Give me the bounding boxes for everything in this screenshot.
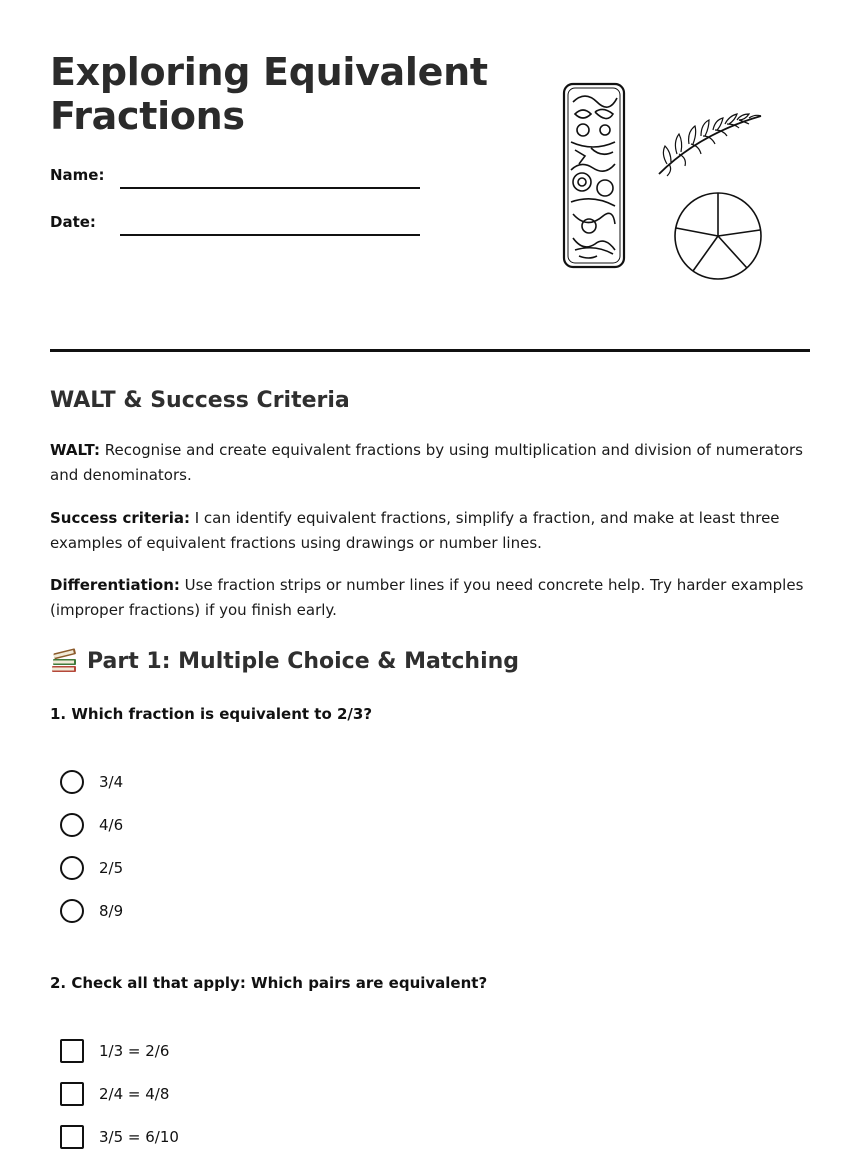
walt-label: WALT: xyxy=(50,441,100,459)
header-divider xyxy=(50,349,810,352)
radio-button[interactable] xyxy=(60,856,84,880)
walt-text: Recognise and create equivalent fractions by using multiplication and division of numerators and denominators. xyxy=(50,441,803,484)
option-label: 4/6 xyxy=(99,816,124,834)
differentiation-text: Use fraction strips or number lines if you need concrete help. Try harder examples (improper fractions) if you finish early. xyxy=(50,576,804,619)
q1-option-a[interactable] xyxy=(60,769,123,795)
option-label: 2/5 xyxy=(99,859,124,877)
question-1: 1. Which fraction is equivalent to 2/3? xyxy=(50,705,373,723)
walt-paragraph xyxy=(50,438,810,488)
part1-heading-text: Part 1: Multiple Choice & Matching xyxy=(87,648,520,674)
success-criteria-text: I can identify equivalent fractions, simplify a fraction, and make at least three examples of equivalent fractions using drawings or number lines. xyxy=(50,509,780,552)
differentiation-paragraph xyxy=(50,573,810,623)
fern-frond-icon xyxy=(659,114,761,176)
walt-heading: WALT & Success Criteria xyxy=(50,388,350,413)
option-label: 1/3 = 2/6 xyxy=(99,1042,170,1060)
q2-option-a[interactable] xyxy=(60,1038,169,1064)
q2-option-b[interactable] xyxy=(60,1081,169,1107)
differentiation-label: Differentiation: xyxy=(50,576,180,594)
radio-button[interactable] xyxy=(60,813,84,837)
title-line-1: Exploring Equivalent xyxy=(50,50,488,94)
success-criteria-label: Success criteria: xyxy=(50,509,190,527)
option-label: 2/4 = 4/8 xyxy=(99,1085,170,1103)
radio-button[interactable] xyxy=(60,899,84,923)
name-label: Name: xyxy=(50,166,105,184)
question-2: 2. Check all that apply: Which pairs are equivalent? xyxy=(50,974,488,992)
header-illustration xyxy=(555,78,775,288)
part1-heading xyxy=(50,648,519,674)
option-label: 8/9 xyxy=(99,902,124,920)
title-line-2: Fractions xyxy=(50,94,245,138)
radio-button[interactable] xyxy=(60,770,84,794)
name-field[interactable] xyxy=(50,160,420,190)
date-line[interactable] xyxy=(120,234,420,236)
name-line[interactable] xyxy=(120,187,420,189)
date-label: Date: xyxy=(50,213,96,231)
checkbox[interactable] xyxy=(60,1125,84,1149)
checkbox[interactable] xyxy=(60,1082,84,1106)
page-title xyxy=(50,50,488,138)
q2-option-c[interactable] xyxy=(60,1124,179,1150)
books-icon xyxy=(50,648,78,674)
checkbox[interactable] xyxy=(60,1039,84,1063)
option-label: 3/5 = 6/10 xyxy=(99,1128,179,1146)
fraction-pie-icon xyxy=(675,193,761,279)
maori-carving-icon xyxy=(564,84,624,267)
q1-option-d[interactable] xyxy=(60,898,123,924)
q1-option-b[interactable] xyxy=(60,812,123,838)
q1-option-c[interactable] xyxy=(60,855,123,881)
date-field[interactable] xyxy=(50,207,420,237)
success-criteria-paragraph xyxy=(50,506,810,556)
option-label: 3/4 xyxy=(99,773,124,791)
